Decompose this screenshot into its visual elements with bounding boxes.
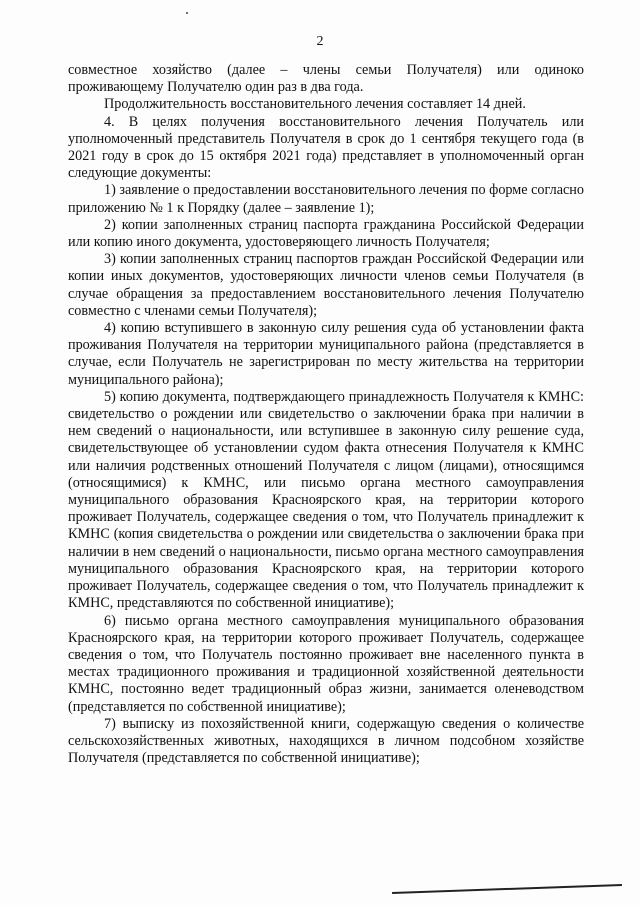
paragraph-treatment-duration: Продолжительность восстановительного лечения составляет 14 дней. bbox=[104, 96, 526, 113]
paragraph-item-4-documents: 4. В целях получения восстановительного лечения Получатель или уполномоченный представитель Получателя в срок до 1 сентября текущего года (в 2021 году в срок до 15 октября 2021 года) представляет в уполномоченный орган следующие документы: bbox=[68, 113, 584, 182]
list-item-7-household-book-extract: 7) выписку из похозяйственной книги, содержащую сведения о количестве сельскохозяйственных животных, находящихся в личном подсобном хозяйстве Получателя (представляется по собственной инициативе); bbox=[68, 715, 584, 767]
list-item-4-court-decision: 4) копию вступившего в законную силу решения суда об установлении факта проживания Получателя на территории муниципального района (представляется в случае, если Получатель не зарегистрирован по месту жительства на территории муниципального района); bbox=[68, 320, 584, 388]
document-body bbox=[68, 62, 584, 767]
list-item-5-kmns-affiliation: 5) копию документа, подтверждающего принадлежность Получателя к КМНС: свидетельство о рождении или свидетельство о заключении брака при наличии в нем сведений о национальности, или вступившее в законную силу решение суда, свидетельствующее об установлении судом факта отнесения Получателя к КМНС или наличия родственных отношений Получателя с лицом (лицами), относящимся (относящимися) к КМНС, или письмо органа местного самоуправления муниципального образования Красноярского края, на территории которого проживает Получатель, содержащее сведения о том, что Получатель принадлежит к КМНС (копия свидетельства о рождении или свидетельства о заключении брака при наличии в нем сведений о национальности, письмо органа местного самоуправления муниципального образования Красноярского края, на территории которого проживает Получатель, содержащее сведения о том, что Получатель принадлежит к КМНС, представляются по собственной инициативе); bbox=[68, 388, 584, 612]
scan-speck bbox=[186, 12, 188, 14]
list-item-1-application: 1) заявление о предоставлении восстановительного лечения по форме согласно приложению № 1 к Порядку (далее – заявление 1); bbox=[68, 182, 584, 216]
list-item-2-passport-copy: 2) копии заполненных страниц паспорта гражданина Российской Федерации или копию иного документа, удостоверяющего личность Получателя; bbox=[68, 216, 584, 251]
paragraph-household-continuation: совместное хозяйство (далее – члены семьи Получателя) или одиноко проживающему Получателю один раз в два года. bbox=[68, 62, 584, 96]
scan-edge-line bbox=[392, 884, 622, 894]
list-item-6-self-government-letter: 6) письмо органа местного самоуправления муниципального образования Красноярского края, на территории которого проживает Получатель, содержащее сведения о том, что Получатель постоянно проживает вне населенного пункта в местах традиционного проживания и традиционной хозяйственной деятельности КМНС, постоянно ведет традиционный образ жизни, занимается оленеводством (представляется по собственной инициативе); bbox=[68, 612, 584, 715]
page-number: 2 bbox=[316, 34, 324, 49]
list-item-3-family-passports: 3) копии заполненных страниц паспортов граждан Российской Федерации или копии иных документов, удостоверяющих личности членов семьи Получателя (в случае обращения за предоставлением восстановительного лечения Получателю совместно с членами семьи Получателя); bbox=[68, 251, 584, 319]
